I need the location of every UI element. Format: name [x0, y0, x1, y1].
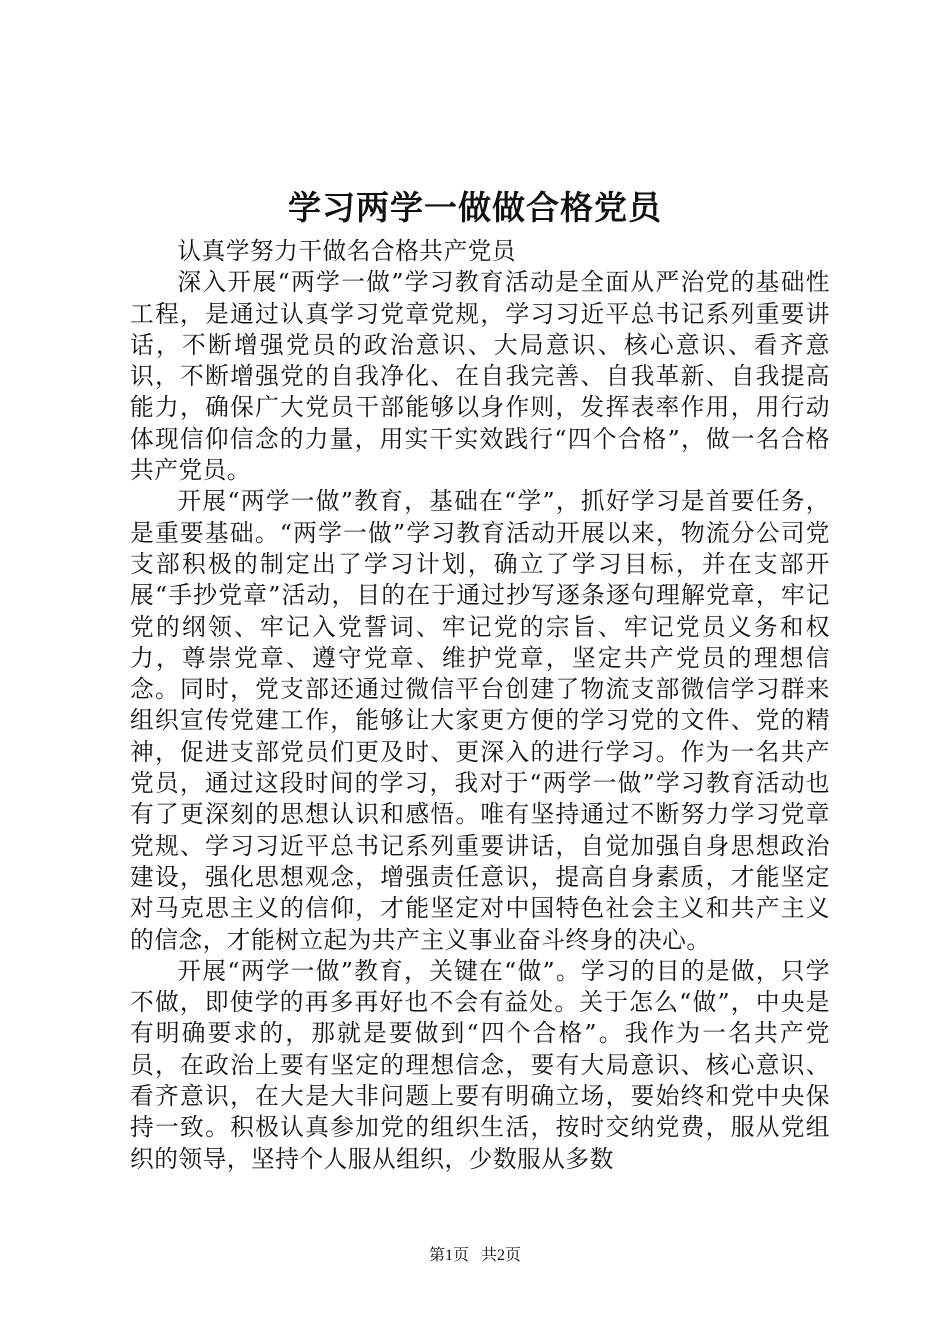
page-total: 共2页	[481, 1247, 522, 1264]
paragraph-3: 开展“两学一做”教育，关键在“做”。学习的目的是做，只学不做，即使学的再多再好也不会有益处。关于怎么“做”，中央是有明确要求的，那就是要做到“四个合格”。我作为一名共产党员，在政治上要有坚定的理想信念，要有大局意识、核心意识、看齐意识，在大是大非问题上要有明确立场，要始终和党中央保持一致。积极认真参加党的组织生活，按时交纳党费，服从党组织的领导，坚持个人服从组织，少数服从多数	[130, 956, 830, 1173]
document-body	[130, 236, 830, 1175]
paragraph-1: 深入开展“两学一做”学习教育活动是全面从严治党的基础性工程，是通过认真学习党章党规，学习习近平总书记系列重要讲话，不断增强党员的政治意识、大局意识、核心意识、看齐意识，不断增强党的自我净化、在自我完善、自我革新、自我提高能力，确保广大党员干部能够以身作则，发挥表率作用，用行动体现信仰信念的力量，用实干实效践行“四个合格”，做一名合格共产党员。	[130, 268, 830, 485]
page-footer	[0, 1244, 950, 1268]
paragraph-2: 开展“两学一做”教育，基础在“学”，抓好学习是首要任务，是重要基础。“两学一做”学习教育活动开展以来，物流分公司党支部积极的制定出了学习计划，确立了学习目标，并在支部开展“手抄党章”活动，目的在于通过抄写逐条逐句理解党章，牢记党的纲领、牢记入党誓词、牢记党的宗旨、牢记党员义务和权力，尊崇党章、遵守党章、维护党章，坚定共产党员的理想信念。同时，党支部还通过微信平台创建了物流支部微信学习群来组织宣传党建工作，能够让大家更方便的学习党的文件、党的精神，促进支部党员们更及时、更深入的进行学习。作为一名共产党员，通过这段时间的学习，我对于“两学一做”学习教育活动也有了更深刻的思想认识和感悟。唯有坚持通过不断努力学习党章党规、学习习近平总书记系列重要讲话，自觉加强自身思想政治建设，强化思想观念，增强责任意识，提高自身素质，才能坚定对马克思主义的信仰，才能坚定对中国特色社会主义和共产主义的信念，才能树立起为共产主义事业奋斗终身的决心。	[130, 487, 830, 954]
document-subtitle: 认真学努力干做名合格共产党员	[177, 237, 517, 265]
document-title: 学习两学一做做合格党员	[288, 188, 662, 227]
page-number: 第1页	[428, 1247, 469, 1264]
